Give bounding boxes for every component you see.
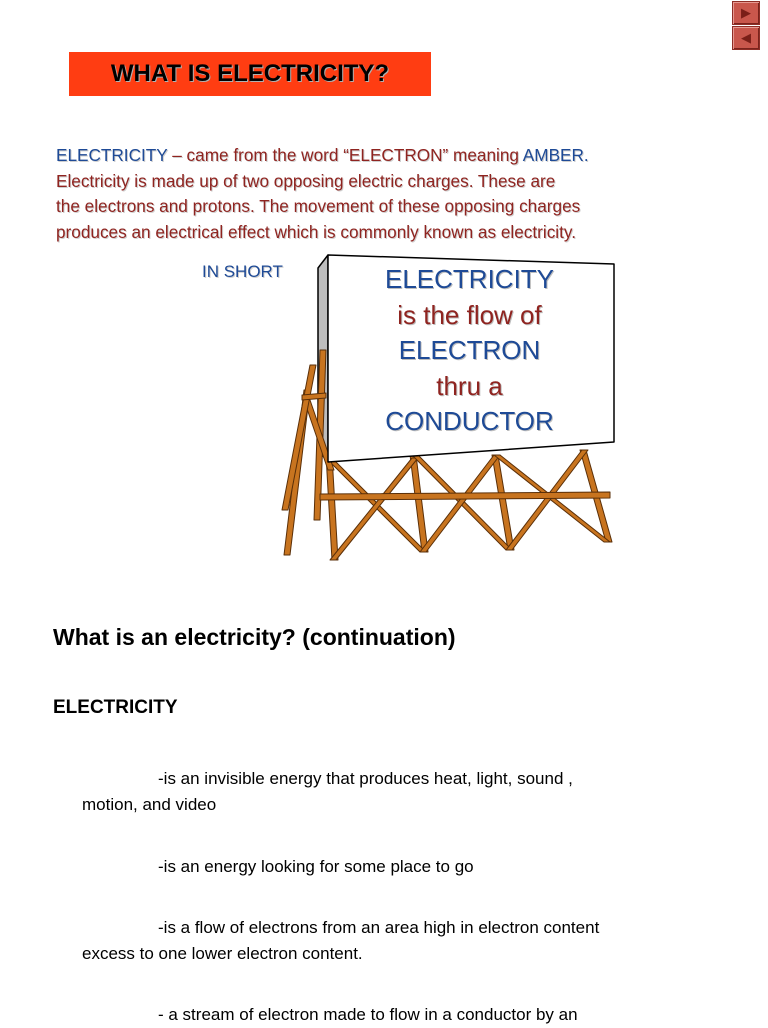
intro-term: ELECTRICITY	[56, 145, 168, 165]
billboard-line-1: ELECTRICITY	[384, 264, 555, 294]
in-short-label: IN SHORT	[202, 262, 283, 281]
billboard-line-5: CONDUCTOR	[385, 406, 554, 436]
intro-line-1-end: .	[583, 145, 589, 165]
intro-line-4: produces an electrical effect which is commonly known as electricity.	[56, 221, 576, 242]
next-slide-button[interactable]	[732, 1, 760, 25]
intro-line-3: the electrons and protons. The movement of these opposing charges	[56, 196, 581, 216]
triangle-left-icon: ◀	[741, 30, 751, 45]
intro-line-2: Electricity is made up of two opposing electric charges. These are	[56, 170, 556, 191]
intro-amber: AMBER	[522, 145, 584, 165]
section-subheading: ELECTRICITY	[53, 697, 178, 718]
billboard-line-2: is the flow of	[397, 299, 542, 330]
definition-line: -is a flow of electrons from an area high in electron content	[158, 918, 600, 937]
previous-slide-button[interactable]	[732, 26, 760, 50]
billboard-line-4: thru a	[436, 370, 503, 401]
definition-line: excess to one lower electron content.	[82, 944, 363, 963]
definition-line: motion, and video	[82, 795, 217, 814]
slide-title: WHAT IS ELECTRICITY?	[110, 60, 390, 87]
intro-line-1-text: – came from the word “ELECTRON” meaning	[167, 145, 523, 165]
billboard-line-3: ELECTRON	[398, 335, 541, 365]
definition-item	[82, 1002, 702, 1028]
definition-item	[82, 854, 702, 880]
definition-line: -is an invisible energy that produces heat, light, sound ,	[158, 769, 573, 788]
triangle-right-icon: ▶	[741, 5, 751, 20]
definition-line: -is an energy looking for some place to go	[158, 857, 474, 876]
definition-item	[82, 766, 702, 818]
definition-line: - a stream of electron made to flow in a conductor by an	[158, 1005, 578, 1024]
billboard-text	[327, 262, 612, 440]
slide-title-box	[69, 52, 431, 96]
definition-item	[82, 915, 702, 967]
intro-line-1	[56, 143, 736, 169]
section-heading: What is an electricity? (continuation)	[53, 624, 456, 650]
intro-paragraph	[56, 143, 736, 245]
